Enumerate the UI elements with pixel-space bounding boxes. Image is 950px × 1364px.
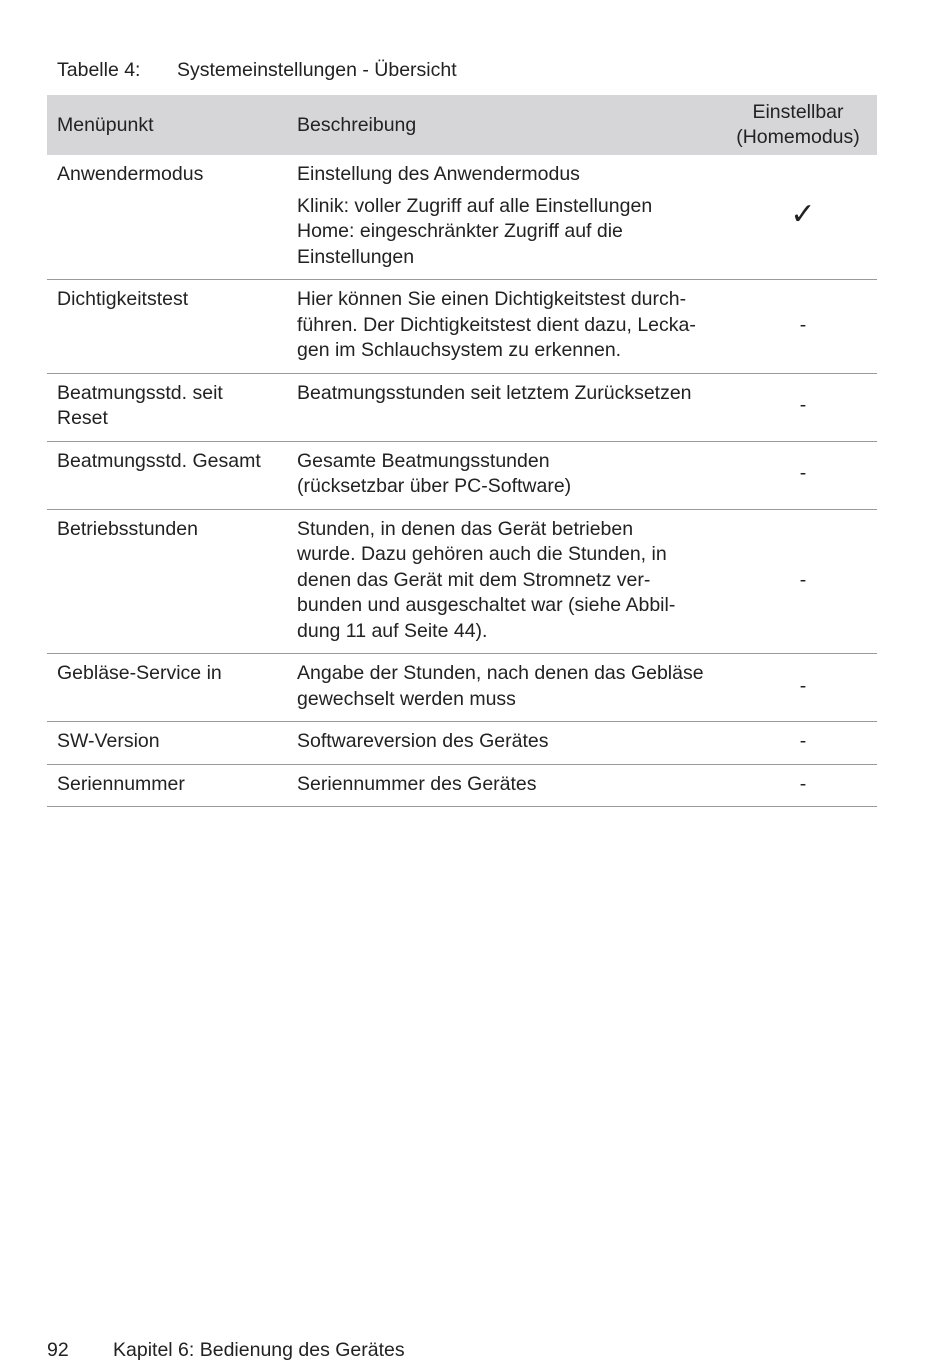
settable-indicator: - bbox=[799, 568, 807, 591]
table-caption-title: Systemeinstellungen - Übersicht bbox=[177, 59, 457, 81]
description-cell bbox=[287, 441, 727, 509]
menu-item-cell bbox=[47, 280, 287, 374]
table-row bbox=[47, 280, 877, 374]
description-line: Stunden, in denen das Gerät betrieben bbox=[297, 517, 634, 540]
menu-item-label: Gebläse-Service in bbox=[57, 662, 222, 684]
description-line: gen im Schlauchsystem zu erkennen. bbox=[297, 339, 622, 361]
menu-item-cell bbox=[47, 722, 287, 765]
menu-item-label: Betriebsstunden bbox=[57, 517, 198, 540]
description-cell bbox=[287, 722, 727, 765]
menu-item-cell bbox=[47, 373, 287, 441]
table-row bbox=[47, 764, 877, 807]
description-line: gewechselt werden muss bbox=[297, 687, 516, 710]
description-line: dung 11 auf Seite 44). bbox=[297, 619, 488, 642]
description-cell bbox=[287, 373, 727, 441]
menu-item-cell bbox=[47, 764, 287, 807]
menu-item-label: Reset bbox=[57, 407, 108, 429]
menu-item-cell bbox=[47, 509, 287, 654]
settable-cell bbox=[727, 764, 877, 807]
menu-item-label: Seriennummer bbox=[57, 772, 185, 795]
table-row bbox=[47, 441, 877, 509]
menu-item-label: Anwendermodus bbox=[57, 163, 204, 185]
description-line: Home: eingeschränkter Zugriff auf die bbox=[297, 220, 623, 242]
description-line: Beatmungsstunden seit letztem Zurücksetzen bbox=[297, 381, 692, 404]
description-line: bunden und ausgeschaltet war (siehe Abbil- bbox=[297, 594, 676, 616]
description-cell bbox=[287, 280, 727, 374]
description-line: Softwareversion des Gerätes bbox=[297, 730, 549, 752]
description-line: denen das Gerät mit dem Stromnetz ver- bbox=[297, 568, 651, 591]
settable-indicator: - bbox=[799, 313, 807, 336]
chapter-title: Kapitel 6: Bedienung des Gerätes bbox=[113, 1339, 405, 1361]
description-line: Einstellungen bbox=[297, 245, 415, 268]
header-settable-line1: Einstellbar bbox=[752, 101, 844, 123]
description-cell bbox=[287, 509, 727, 654]
table-row bbox=[47, 722, 877, 765]
menu-item-cell bbox=[47, 441, 287, 509]
settable-indicator: - bbox=[799, 772, 807, 795]
settable-indicator: - bbox=[799, 462, 807, 485]
table-caption bbox=[57, 58, 457, 84]
header-menu-item: Menüpunkt bbox=[57, 113, 154, 136]
description-line: (rücksetzbar über PC-Software) bbox=[297, 475, 572, 497]
page-number: 92 bbox=[47, 1339, 69, 1361]
table-row bbox=[47, 155, 877, 280]
settable-cell bbox=[727, 441, 877, 509]
settable-cell bbox=[727, 509, 877, 654]
settable-cell bbox=[727, 280, 877, 374]
table-caption-label: Tabelle 4: bbox=[57, 59, 141, 81]
description-line: Klinik: voller Zugriff auf alle Einstellungen bbox=[297, 194, 653, 217]
menu-item-label: Dichtigkeitstest bbox=[57, 288, 189, 310]
description-line: Hier können Sie einen Dichtigkeitstest durch- bbox=[297, 288, 687, 310]
menu-item-label: SW-Version bbox=[57, 730, 160, 752]
header-description: Beschreibung bbox=[297, 113, 417, 136]
header-settable-line2: (Homemodus) bbox=[736, 126, 860, 148]
table-row bbox=[47, 654, 877, 722]
settable-cell bbox=[727, 155, 877, 280]
description-line: Seriennummer des Gerätes bbox=[297, 772, 537, 795]
description-cell bbox=[287, 155, 727, 280]
description-cell bbox=[287, 654, 727, 722]
settable-cell bbox=[727, 654, 877, 722]
page-footer bbox=[47, 1338, 405, 1364]
menu-item-cell bbox=[47, 654, 287, 722]
settable-cell bbox=[727, 373, 877, 441]
description-line: Gesamte Beatmungsstunden bbox=[297, 449, 550, 472]
settable-indicator: - bbox=[799, 730, 807, 752]
table-row bbox=[47, 509, 877, 654]
description-line: Angabe der Stunden, nach denen das Gebläse bbox=[297, 662, 704, 684]
menu-item-label: Beatmungsstd. Gesamt bbox=[57, 449, 261, 472]
description-cell bbox=[287, 764, 727, 807]
settable-indicator: - bbox=[799, 394, 807, 417]
menu-item-label: Beatmungsstd. seit bbox=[57, 381, 223, 404]
header-settable bbox=[727, 95, 877, 155]
description-line: wurde. Dazu gehören auch die Stunden, in bbox=[297, 543, 667, 565]
checkmark-icon: ✓ bbox=[790, 198, 816, 232]
system-settings-table bbox=[47, 95, 877, 807]
description-line: führen. Der Dichtigkeitstest dient dazu, Lecka- bbox=[297, 313, 696, 336]
settable-cell bbox=[727, 722, 877, 765]
settable-indicator: - bbox=[799, 674, 807, 697]
table-row bbox=[47, 373, 877, 441]
description-line: Einstellung des Anwendermodus bbox=[297, 163, 580, 185]
menu-item-cell bbox=[47, 155, 287, 280]
table-header-row bbox=[47, 95, 877, 155]
